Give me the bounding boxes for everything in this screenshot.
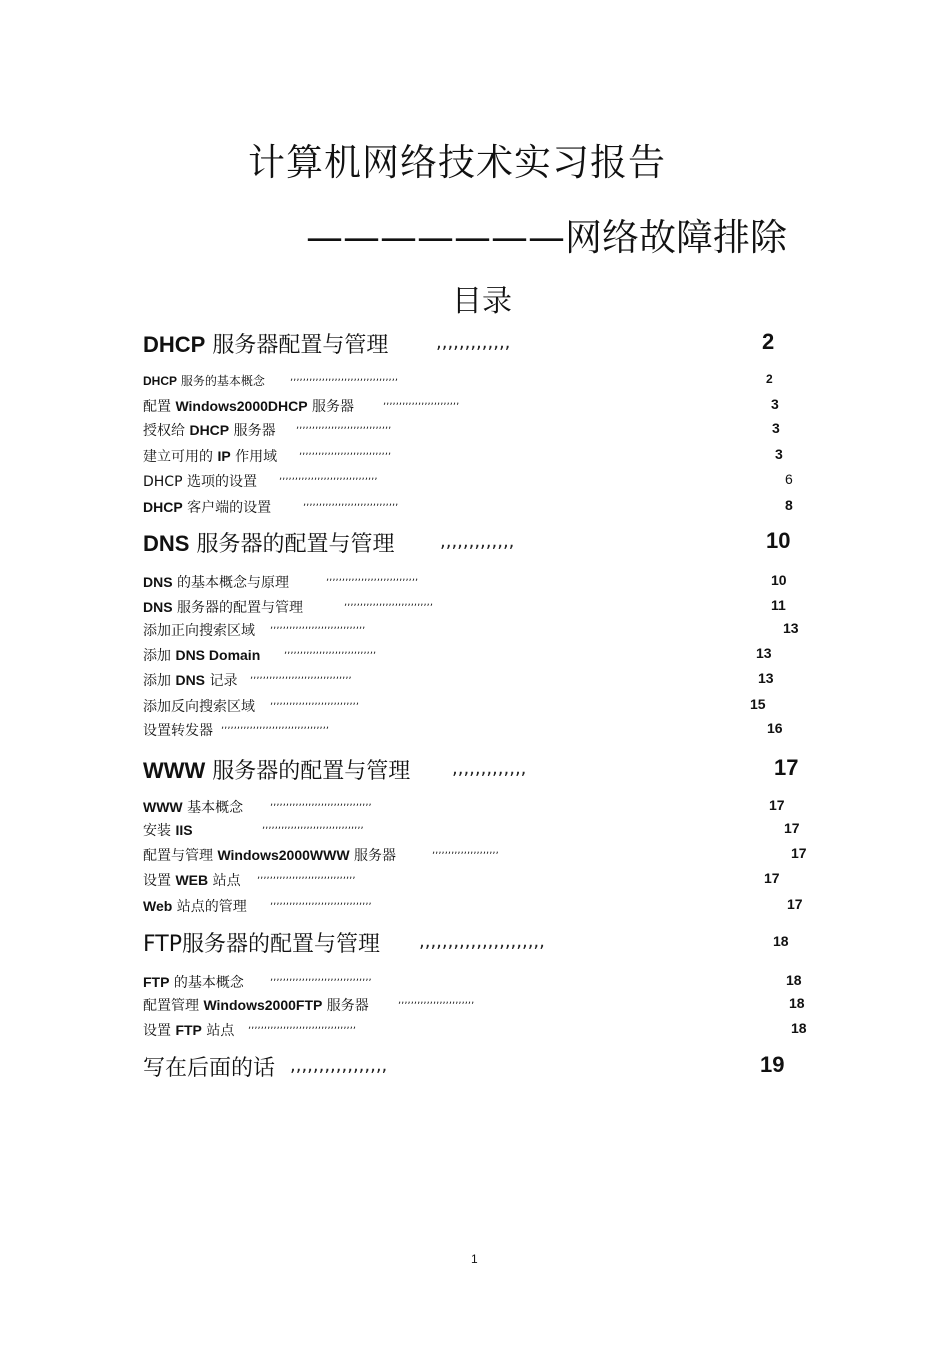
toc-leader-dots: ,,,,,,,,,,,,,,,,,,,,,,,,,,,, [344,597,434,608]
toc-entry-keyword: DNS [143,574,173,590]
toc-section-entry [0,754,950,784]
toc-entry-label [143,471,257,491]
toc-entry-label [143,396,354,416]
toc-entry-label [143,328,388,359]
toc-leader-dots: ,,,,,,,,,,,,,,,,,,,,,,,,,,,,,,, [257,870,356,881]
toc-leader-dots: ,,,,,,,,,,,,,,,,,,,,,,,,,,,,,,,,,, [248,1020,357,1031]
toc-section-entry [0,328,950,358]
toc-entry-text: 的基本概念与原理 [172,575,290,591]
toc-page-number: 3 [771,396,779,412]
toc-page-number: 18 [789,995,805,1011]
toc-page-number: 2 [762,329,775,354]
toc-entry-text: 服务器 [322,998,369,1014]
toc-leader-dots: ,,,,,,,,,,,,,,,,,,,,,,,,,,,,,,,, [270,972,372,983]
toc-entry-keyword: WWW [143,799,183,815]
toc-entry-text: 添加 [143,648,176,664]
toc-page-number: 3 [775,446,783,462]
toc-entry-text: 授权给 [143,423,190,439]
toc-section-entry [0,1051,950,1081]
toc-subsection-entry [0,718,950,748]
toc-leader-dots: ,,,,,,,,,,,,,,,,,,,,,,,, [398,995,475,1006]
toc-page-number: 11 [771,597,786,613]
toc-leader-dots: ,,,,,,,,,,,,,,,,,,,,,,,,,,,,,, [303,497,399,508]
toc-page-number: 16 [767,720,783,736]
toc-subsection-entry [0,495,950,525]
report-title: 计算机网络技术实习报告 [248,141,666,184]
toc-entry-label [143,720,213,740]
toc-entry-keyword: FTP [175,1022,202,1038]
toc-entry-label [143,845,396,865]
toc-heading: 目录 [452,284,512,319]
toc-entry-text: FTP服务器的配置与管理 [143,932,380,957]
toc-leader-dots: ,,,,,,,,,,,,,,,,,,,,,,,, [383,396,460,407]
toc-entry-text: 设置 [143,873,176,889]
toc-entry-text: 设置转发器 [143,723,213,739]
toc-entry-text: 记录 [205,673,238,689]
toc-leader-dots: ,,,,,,,,,,,,,,,,,,,,,,,,,,,,,,,, [250,670,352,681]
toc-entry-label [143,995,369,1015]
toc-entry-text: DHCP 选项的设置 [143,474,257,490]
toc-entry-keyword: DNS [143,599,173,615]
toc-page-number: 17 [787,896,803,912]
toc-page-number: 10 [766,528,791,553]
toc-entry-keyword: WEB [175,872,209,888]
toc-entry-text: 服务器 [307,399,355,415]
toc-page-number: 13 [783,620,799,636]
toc-entry-keyword: DHCP [143,499,183,515]
toc-entry-text: 添加 [143,673,176,689]
toc-subsection-entry [0,1018,950,1048]
page-number: 1 [471,1252,478,1266]
toc-entry-keyword: DHCP [143,332,206,357]
toc-page-number: 17 [764,870,780,886]
toc-entry-label [143,670,237,690]
toc-page-number: 15 [750,696,766,712]
toc-entry-label [143,870,241,890]
toc-entry-text: 服务器的配置与管理 [205,759,411,784]
toc-entry-label [143,820,193,840]
toc-entry-text: 服务器配置与管理 [205,333,389,358]
toc-entry-text: 客户端的设置 [182,500,272,516]
toc-page-number: 8 [785,497,793,513]
toc-leader-dots: ,,,,,,,,,,,,,,,,,,,,,,,,,,,,, [284,645,377,656]
toc-entry-text: 写在后面的话 [143,1056,276,1081]
toc-leader-dots: ,,,,,,,,,,,,,,,,,,,,,,,,,,,,,,,,,, [221,720,330,731]
toc-entry-keyword: DNS Domain [175,647,261,663]
toc-entry-text: 站点的管理 [172,899,247,915]
toc-subsection-entry [0,894,950,924]
toc-entry-text: 站点 [201,1023,235,1039]
toc-entry-keyword: DNS [143,531,190,556]
toc-entry-label [143,1020,234,1040]
toc-page-number: 13 [758,670,774,686]
toc-entry-text: 添加正向搜索区域 [143,623,255,639]
toc-leader-dots: ,,,,,,,,,,,,,,,,,,,,,, [419,931,545,952]
toc-entry-label [143,972,244,992]
toc-entry-text: 服务器的配置与管理 [172,600,304,616]
toc-leader-dots: ,,,,,,,,,,,,,,,,,,,,,,,,,,,,,, [270,620,366,631]
toc-entry-label [143,754,410,785]
toc-page-number: 10 [771,572,787,588]
toc-page-number: 18 [773,933,789,949]
toc-entry-label [143,372,265,389]
toc-leader-dots: ,,,,,,,,,,,,,,,,,,,,,,,,,,,,,,, [279,471,378,482]
toc-entry-text: 服务器的配置与管理 [189,532,395,557]
toc-entry-label [143,527,394,558]
toc-leader-dots: ,,,,,,,,,,,,, [452,758,527,779]
toc-entry-keyword: WWW [143,758,206,783]
toc-entry-text: 安装 [143,823,176,839]
toc-entry-label [143,620,255,640]
toc-leader-dots: ,,,,,,,,,,,,,,,,,,,,,,,,,,,,,, [296,420,392,431]
toc-entry-text: 添加反向搜索区域 [143,699,255,715]
toc-entry-label [143,497,271,517]
toc-page-number: 17 [791,845,807,861]
toc-entry-keyword: FTP [143,974,170,990]
toc-entry-text: 作用域 [230,449,278,465]
toc-leader-dots: ,,,,,,,,,,,,,,,,,,,,, [432,845,499,856]
toc-entry-text: 服务器 [229,423,276,439]
toc-entry-keyword: DHCP [189,422,230,438]
toc-entry-label [143,797,243,817]
toc-leader-dots: ,,,,,,,,,,,,, [436,332,511,353]
toc-leader-dots: ,,,,,,,,,,,,,,,,,,,,,,,,,,,,,,,,,, [290,372,399,383]
toc-page-number: 3 [772,420,780,436]
toc-entry-text: 站点 [208,873,241,889]
toc-entry-keyword: IIS [175,822,193,838]
toc-page-number: 18 [786,972,802,988]
toc-entry-label [143,597,303,617]
toc-entry-label [143,446,277,466]
toc-entry-label [143,572,289,592]
toc-entry-keyword: Web [143,898,173,914]
toc-entry-label [143,696,255,716]
toc-entry-keyword: Windows2000DHCP [175,398,308,414]
toc-page-number: 19 [760,1052,785,1077]
toc-entry-text: 基本概念 [182,800,244,816]
toc-entry-label [143,896,247,916]
report-subtitle: ———————网络故障排除 [306,216,787,259]
toc-entry-keyword: Windows2000FTP [203,997,323,1013]
toc-leader-dots: ,,,,,,,,,,,,,,,,,,,,,,,,,,,,,,,, [262,820,364,831]
toc-leader-dots: ,,,,,,,,,,,,,,,,,,,,,,,,,,,, [270,696,360,707]
toc-leader-dots: ,,,,,,,,,,,,,,,,,,,,,,,,,,,,, [299,446,392,457]
toc-leader-dots: ,,,,,,,,,,,,,,,,,,,,,,,,,,,,,,,, [270,896,372,907]
toc-entry-keyword: IP [217,448,231,464]
toc-entry-text: 的基本概念 [169,975,244,991]
toc-entry-keyword: DHCP [143,374,178,388]
toc-entry-text: 配置 [143,399,176,415]
toc-leader-dots: ,,,,,,,,,,,,,,,,,,,,,,,,,,,,,,,, [270,797,372,808]
toc-section-entry [0,927,950,957]
toc-entry-label [143,645,260,665]
toc-entry-text: 服务器 [349,848,397,864]
toc-page-number: 6 [785,471,793,487]
toc-page-number: 18 [791,1020,807,1036]
toc-leader-dots: ,,,,,,,,,,,,,,,,, [290,1055,388,1076]
toc-leader-dots: ,,,,,,,,,,,,, [440,531,515,552]
toc-page-number: 17 [784,820,800,836]
toc-page-number: 17 [774,755,799,780]
toc-section-entry [0,527,950,557]
toc-page-number: 17 [769,797,785,813]
toc-entry-keyword: DNS [175,672,206,688]
toc-entry-label [143,927,380,958]
toc-page-number: 2 [766,372,773,386]
toc-page-number: 13 [756,645,772,661]
toc-entry-label [143,420,276,440]
toc-entry-text: 服务的基本概念 [177,374,265,388]
toc-entry-text: 配置与管理 [143,848,218,864]
toc-entry-keyword: Windows2000WWW [217,847,350,863]
toc-entry-text: 建立可用的 [143,449,218,465]
toc-entry-text: 配置管理 [143,998,204,1014]
toc-entry-text: 设置 [143,1023,176,1039]
toc-entry-label [143,1051,275,1082]
toc-leader-dots: ,,,,,,,,,,,,,,,,,,,,,,,,,,,,, [326,572,419,583]
